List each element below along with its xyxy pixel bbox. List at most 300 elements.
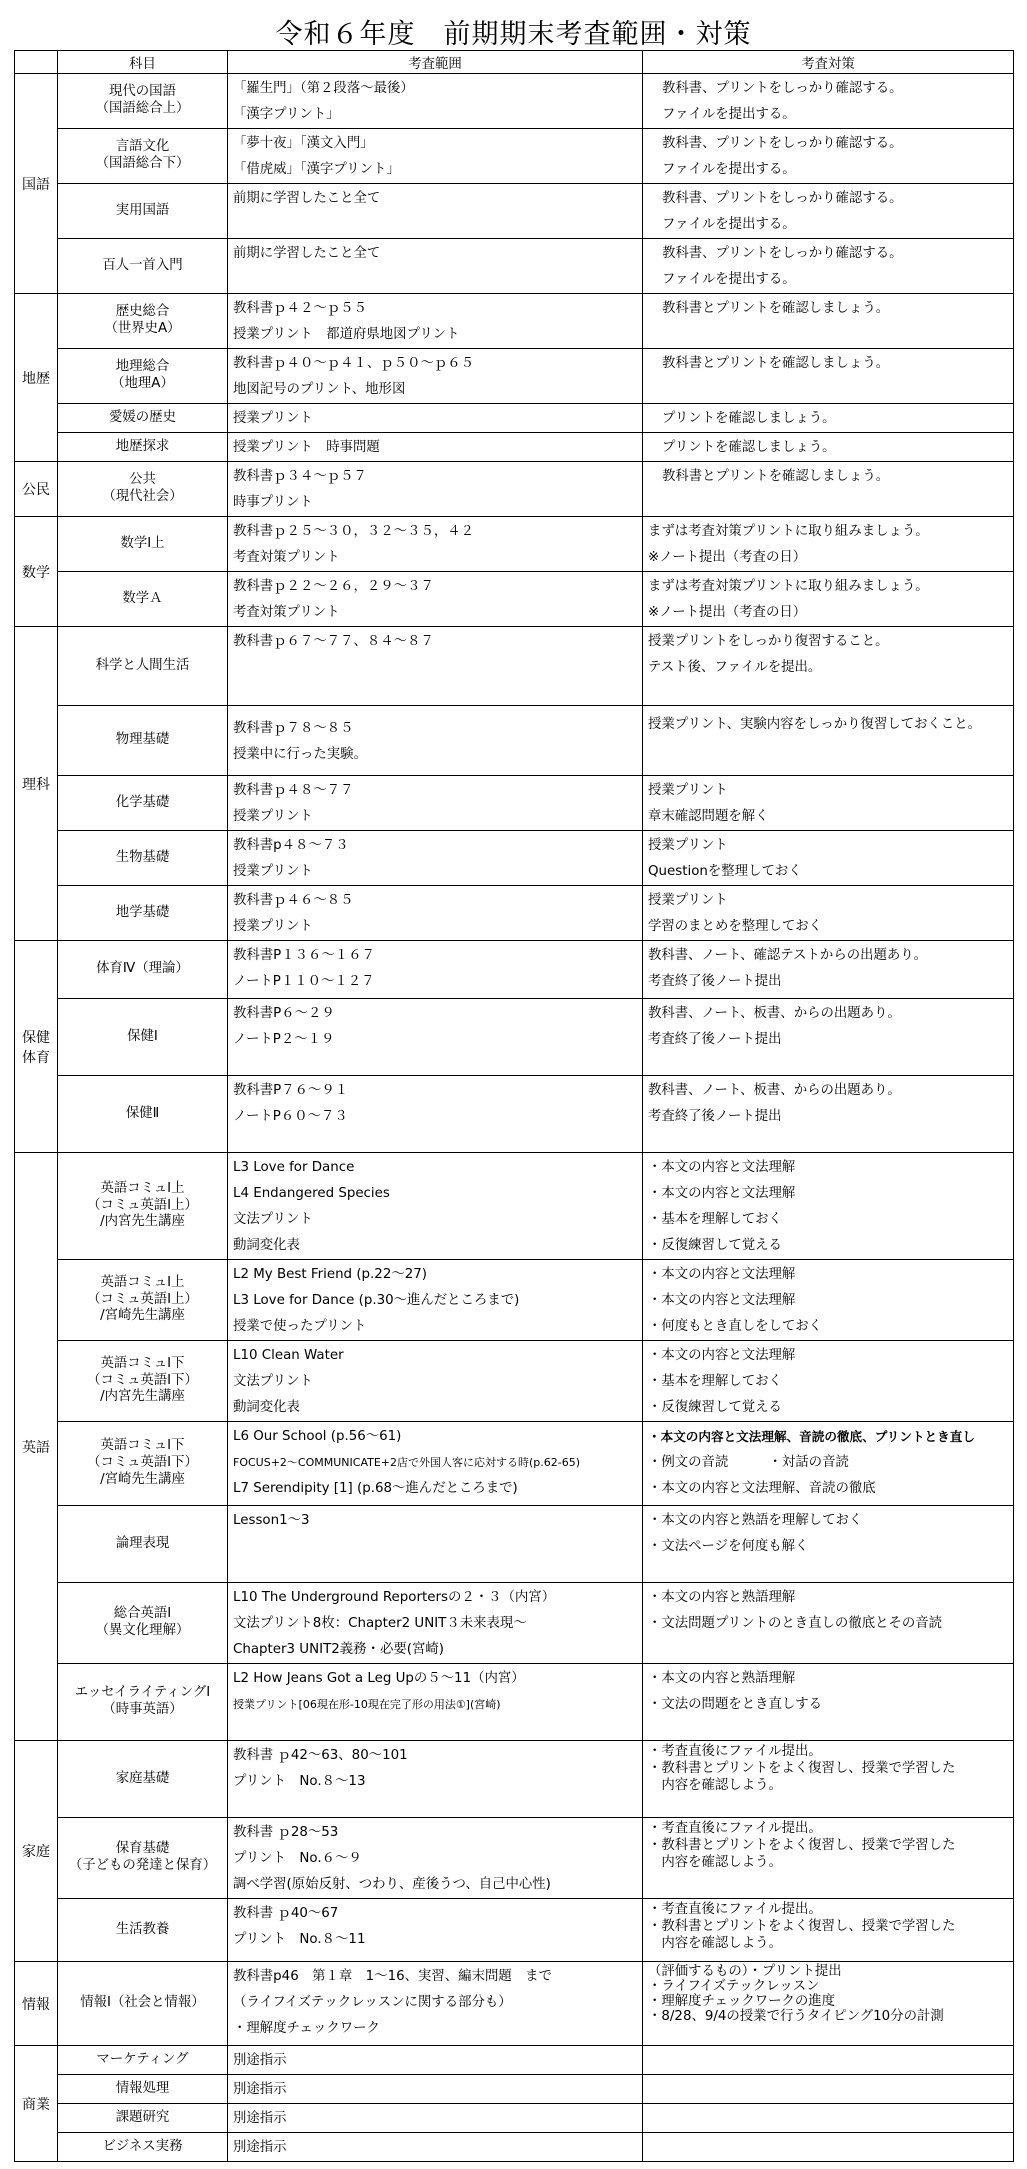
table-row bbox=[15, 294, 1014, 349]
scope-line: 教科書p４８～７３ bbox=[233, 838, 349, 853]
measure-line: ・本文の内容と熟語を理解しておく bbox=[648, 1513, 863, 1528]
scope-cell bbox=[228, 184, 643, 239]
subject-cell bbox=[58, 1422, 228, 1506]
category-label: 地歴 bbox=[22, 370, 50, 387]
scope-line: 別途指示 bbox=[233, 2082, 287, 2097]
measure-line: 授業プリントをしっかり復習すること。 bbox=[648, 634, 889, 649]
scope-line: 考査対策プリント bbox=[233, 550, 340, 565]
measure-line: ファイルを提出する。 bbox=[662, 107, 796, 122]
measure-line: 学習のまとめを整理しておく bbox=[648, 919, 823, 934]
subject-name-line: 生活教養 bbox=[115, 1921, 170, 1937]
category-cell bbox=[15, 627, 58, 941]
scope-cell bbox=[228, 999, 643, 1076]
category-cell bbox=[15, 74, 58, 294]
scope-line: 授業プリント 都道府県地図プリント bbox=[233, 327, 460, 342]
measure-line: ・反復練習して覚える bbox=[648, 1238, 782, 1253]
measures-cell bbox=[643, 74, 1014, 129]
subject-cell bbox=[58, 999, 228, 1076]
subject-cell bbox=[58, 129, 228, 184]
scope-cell bbox=[228, 572, 643, 627]
subject-cell bbox=[58, 1153, 228, 1260]
scope-cell bbox=[228, 1899, 643, 1962]
category-cell bbox=[15, 294, 58, 462]
category-cell bbox=[15, 1962, 58, 2046]
measure-line: ・基本を理解しておく bbox=[648, 1374, 782, 1389]
scope-line: 地図記号のプリント、地形図 bbox=[233, 382, 406, 397]
subject-name-line: （国語総合上） bbox=[95, 101, 190, 116]
measures-cell bbox=[643, 1583, 1014, 1664]
subject-cell bbox=[58, 462, 228, 517]
scope-line: 「漢字プリント」 bbox=[233, 107, 340, 122]
measures-cell bbox=[643, 1422, 1014, 1506]
table-row bbox=[15, 462, 1014, 517]
scope-line: 別途指示 bbox=[233, 2053, 287, 2068]
subject-name-line: （世界史A） bbox=[104, 321, 181, 336]
measure-line: ファイルを提出する。 bbox=[662, 272, 796, 287]
subject-name-line: （コミュ英語Ⅰ上） bbox=[87, 1197, 198, 1213]
scope-line: L2 How Jeans Got a Leg Upの５～11（内宮） bbox=[233, 1671, 525, 1686]
table-row bbox=[15, 941, 1014, 999]
measures-cell bbox=[643, 941, 1014, 999]
table-row bbox=[15, 776, 1014, 831]
subject-cell bbox=[58, 776, 228, 831]
measures-cell bbox=[643, 831, 1014, 886]
scope-line: （ライフイズテックレッスンに関する部分も） bbox=[233, 1995, 512, 2010]
table-row bbox=[15, 1341, 1014, 1422]
scope-line: 教科書 ｐ42～63、80～101 bbox=[233, 1748, 408, 1763]
scope-line: L3 Love for Dance bbox=[233, 1160, 355, 1175]
scope-line: FOCUS+2～COMMUNICATE+2店で外国人客に応対する時(p.62-65) bbox=[233, 1456, 581, 1469]
scope-cell bbox=[228, 1962, 643, 2046]
subject-cell bbox=[58, 627, 228, 706]
measure-line: 教科書とプリントを確認しましょう。 bbox=[662, 469, 890, 484]
measures-cell bbox=[643, 462, 1014, 517]
subject-name-line: （国語総合下） bbox=[95, 156, 190, 171]
measure-line: 教科書、プリントをしっかり確認する。 bbox=[662, 136, 903, 151]
scope-cell bbox=[228, 886, 643, 941]
measure-line: プリントを確認しましょう。 bbox=[662, 440, 836, 455]
measures-cell bbox=[643, 433, 1014, 462]
measure-line: Questionを整理しておく bbox=[648, 864, 802, 879]
subject-cell bbox=[58, 572, 228, 627]
measure-line: 教科書、ノート、確認テストからの出題あり。 bbox=[648, 948, 928, 963]
subject-name-line: 保育基礎 bbox=[115, 1841, 170, 1857]
measures-cell bbox=[643, 2133, 1014, 2162]
subject-name-line: ビジネス実務 bbox=[102, 2138, 183, 2154]
subject-name-line: /内宮先生講座 bbox=[100, 1214, 185, 1230]
measures-cell bbox=[643, 184, 1014, 239]
category-label: 国語 bbox=[22, 176, 50, 193]
scope-line bbox=[233, 708, 637, 716]
subject-name-line: 歴史総合 bbox=[115, 304, 170, 320]
subject-cell bbox=[58, 294, 228, 349]
subject-name-line: 生物基礎 bbox=[115, 849, 170, 865]
measure-line: プリントを確認しましょう。 bbox=[662, 411, 836, 426]
scope-line: プリント No.８～13 bbox=[233, 1774, 366, 1789]
measure-line: 教科書、プリントをしっかり確認する。 bbox=[662, 246, 903, 261]
subject-cell bbox=[58, 2104, 228, 2133]
header-row bbox=[15, 51, 1014, 74]
category-label: 商業 bbox=[22, 2096, 50, 2113]
measures-cell bbox=[643, 129, 1014, 184]
subject-name-line: 地学基礎 bbox=[115, 904, 170, 920]
measure-line: 教科書、ノート、板書、からの出題あり。 bbox=[648, 1006, 901, 1021]
scope-line: ノートP６０～７３ bbox=[233, 1109, 348, 1124]
subject-name-line: 英語コミュⅠ下 bbox=[100, 1438, 185, 1454]
scope-line: 教科書 ｐ28～53 bbox=[233, 1825, 339, 1840]
subject-cell bbox=[58, 349, 228, 404]
scope-cell bbox=[228, 1583, 643, 1664]
table-row bbox=[15, 184, 1014, 239]
subject-name-line: 課題研究 bbox=[115, 2109, 170, 2125]
scope-line: 「夢十夜」「漢文入門」 bbox=[233, 136, 374, 151]
subject-cell bbox=[58, 433, 228, 462]
table-row bbox=[15, 2104, 1014, 2133]
scope-line: 別途指示 bbox=[233, 2140, 287, 2155]
subject-name-line: 家庭基礎 bbox=[115, 1770, 170, 1786]
measure-line bbox=[648, 708, 1008, 716]
measure-line: 教科書とプリントを確認しましょう。 bbox=[662, 356, 890, 371]
subject-cell bbox=[58, 2133, 228, 2162]
measures-cell bbox=[643, 1506, 1014, 1583]
measures-cell bbox=[643, 572, 1014, 627]
category-cell bbox=[15, 1153, 58, 1741]
table-row bbox=[15, 1818, 1014, 1899]
table-row bbox=[15, 886, 1014, 941]
subject-name-line: 保健Ⅱ bbox=[125, 1105, 160, 1121]
measure-line: まずは考査対策プリントに取り組みましょう。 bbox=[648, 579, 929, 594]
category-label: 家庭 bbox=[22, 1844, 50, 1860]
subject-cell bbox=[58, 941, 228, 999]
scope-line: 教科書p46 第１章 1～16、実習、編末問題 まで bbox=[233, 1969, 552, 1984]
measure-line: 内容を確認しよう。 bbox=[648, 1855, 782, 1870]
scope-line: ノートP１１０～１２７ bbox=[233, 974, 375, 989]
scope-cell bbox=[228, 239, 643, 294]
subject-name-line: 体育Ⅳ（理論） bbox=[96, 961, 189, 977]
scope-cell bbox=[228, 462, 643, 517]
measures-cell bbox=[643, 404, 1014, 433]
subject-cell bbox=[58, 1076, 228, 1153]
measure-line: 授業プリント bbox=[648, 838, 728, 853]
scope-cell bbox=[228, 1741, 643, 1818]
scope-line: 授業プリント[06現在形-10現在完了形の用法①](宮崎) bbox=[233, 1698, 501, 1711]
subject-name-line: 公共 bbox=[129, 472, 156, 488]
subject-name-line: 数学Ⅰ上 bbox=[120, 535, 165, 551]
measure-line: 教科書とプリントを確認しましょう。 bbox=[662, 301, 890, 316]
scope-line: L4 Endangered Species bbox=[233, 1186, 390, 1201]
measure-line: 授業プリント、実験内容をしっかり復習しておくこと。 bbox=[648, 717, 982, 732]
scope-line: プリント No.８～11 bbox=[233, 1932, 366, 1947]
measure-line: ※ノート提出（考査の日） bbox=[648, 550, 807, 565]
scope-cell bbox=[228, 2075, 643, 2104]
header-measures: 考査対策 bbox=[643, 51, 1014, 74]
scope-cell bbox=[228, 1506, 643, 1583]
scope-line: L7 Serendipity [1] (p.68～進んだところまで) bbox=[233, 1481, 518, 1496]
table-row bbox=[15, 129, 1014, 184]
measure-line: 授業プリント bbox=[648, 783, 728, 798]
measure-line: まずは考査対策プリントに取り組みましょう。 bbox=[648, 524, 929, 539]
measures-cell bbox=[643, 1899, 1014, 1962]
subject-cell bbox=[58, 2046, 228, 2075]
measure-line: 考査終了後ノート提出 bbox=[648, 974, 782, 989]
measures-cell bbox=[643, 627, 1014, 706]
subject-name-line: 愛媛の歴史 bbox=[109, 409, 176, 425]
scope-cell bbox=[228, 74, 643, 129]
scope-line: 動詞変化表 bbox=[233, 1400, 300, 1415]
measure-line: 授業プリント bbox=[648, 893, 728, 908]
scope-line: 教科書ｐ２５～３０，３２～３５，４２ bbox=[233, 524, 475, 539]
measure-line: 内容を確認しよう。 bbox=[648, 1778, 782, 1793]
measure-line: ・本文の内容と文法理解 bbox=[648, 1348, 796, 1363]
measure-line: ・本文の内容と文法理解 bbox=[648, 1160, 796, 1175]
table-row bbox=[15, 404, 1014, 433]
scope-cell bbox=[228, 627, 643, 706]
scope-line: 教科書ｐ６７～７７、８４～８７ bbox=[233, 634, 434, 649]
scope-line: 文法プリント bbox=[233, 1212, 313, 1227]
table-row bbox=[15, 1664, 1014, 1741]
subject-name-line: 論理表現 bbox=[115, 1535, 170, 1551]
table-row bbox=[15, 831, 1014, 886]
scope-line: 調べ学習(原始反射、つわり、産後うつ、自己中心性) bbox=[233, 1877, 551, 1892]
scope-line: 教科書ｐ４２～ｐ５５ bbox=[233, 301, 367, 316]
subject-name-line: 言語文化 bbox=[115, 139, 170, 155]
category-label: 公民 bbox=[22, 482, 50, 498]
scope-line: 前期に学習したこと全て bbox=[233, 191, 381, 206]
measure-line: ・教科書とプリントをよく復習し、授業で学習した bbox=[648, 1838, 956, 1853]
table-row bbox=[15, 1741, 1014, 1818]
table-row bbox=[15, 572, 1014, 627]
table-row bbox=[15, 1076, 1014, 1153]
subject-cell bbox=[58, 1818, 228, 1899]
category-cell bbox=[15, 1741, 58, 1962]
measure-line: ・本文の内容と文法理解、音読の徹底 bbox=[648, 1481, 876, 1496]
table-row bbox=[15, 433, 1014, 462]
scope-cell bbox=[228, 517, 643, 572]
table-row bbox=[15, 999, 1014, 1076]
scope-line: 授業中に行った実験。 bbox=[233, 747, 367, 762]
measures-cell bbox=[643, 349, 1014, 404]
scope-line: 考査対策プリント bbox=[233, 605, 340, 620]
scope-cell bbox=[228, 1260, 643, 1341]
measure-line: テスト後、ファイルを提出。 bbox=[648, 660, 822, 675]
measures-cell bbox=[643, 2075, 1014, 2104]
subject-cell bbox=[58, 1962, 228, 2046]
measures-cell bbox=[643, 517, 1014, 572]
measure-line: ファイルを提出する。 bbox=[662, 162, 796, 177]
scope-line: ノートP２～１９ bbox=[233, 1032, 335, 1047]
subject-name-line: 地歴探求 bbox=[115, 438, 170, 454]
table-row bbox=[15, 1583, 1014, 1664]
subject-cell bbox=[58, 1899, 228, 1962]
measure-line: ・理解度チェックワークの進度 bbox=[648, 1994, 836, 2009]
table-row bbox=[15, 1506, 1014, 1583]
measure-line: ・本文の内容と文法理解、音読の徹底、プリントとき直し bbox=[648, 1429, 975, 1444]
measure-line: ・考査直後にファイル提出。 bbox=[648, 1821, 822, 1836]
scope-line: 授業プリント bbox=[233, 809, 313, 824]
scope-line: ・理解度チェックワーク bbox=[233, 2021, 380, 2036]
measures-cell bbox=[643, 294, 1014, 349]
scope-cell bbox=[228, 294, 643, 349]
measure-line: ・基本を理解しておく bbox=[648, 1212, 782, 1227]
subject-name-line: （コミュ英語Ⅰ上） bbox=[87, 1291, 198, 1307]
measure-line: ・ライフイズテックレッスン bbox=[648, 1979, 820, 1994]
table-row bbox=[15, 1260, 1014, 1341]
scope-line: 教科書P１３６～１６７ bbox=[233, 948, 375, 963]
measure-line: ・本文の内容と熟語理解 bbox=[648, 1590, 796, 1605]
measures-cell bbox=[643, 886, 1014, 941]
measures-cell bbox=[643, 999, 1014, 1076]
scope-line: Lesson1～3 bbox=[233, 1513, 310, 1528]
subject-name-line: 物理基礎 bbox=[115, 732, 170, 748]
subject-name-line: マーケティング bbox=[96, 2051, 189, 2067]
subject-name-line: /宮崎先生講座 bbox=[100, 1308, 185, 1324]
subject-name-line: エッセイライティングⅠ bbox=[74, 1685, 211, 1701]
scope-cell bbox=[228, 404, 643, 433]
scope-cell bbox=[228, 1818, 643, 1899]
header-category bbox=[15, 51, 58, 74]
category-cell bbox=[15, 517, 58, 627]
scope-line: 授業プリント bbox=[233, 411, 313, 426]
scope-line: 授業プリント bbox=[233, 864, 313, 879]
subject-name-line: 百人一首入門 bbox=[102, 257, 183, 273]
table-row bbox=[15, 2075, 1014, 2104]
measures-cell bbox=[643, 1962, 1014, 2046]
scope-cell bbox=[228, 1422, 643, 1506]
subject-cell bbox=[58, 1741, 228, 1818]
scope-cell bbox=[228, 1076, 643, 1153]
measures-cell bbox=[643, 776, 1014, 831]
subject-name-line: 保健Ⅰ bbox=[127, 1028, 158, 1044]
scope-line: 時事プリント bbox=[233, 495, 313, 510]
measure-line: ・教科書とプリントをよく復習し、授業で学習した bbox=[648, 1919, 956, 1934]
measures-cell bbox=[643, 239, 1014, 294]
subject-name-line: /内宮先生講座 bbox=[100, 1389, 185, 1405]
scope-cell bbox=[228, 706, 643, 776]
scope-line: 教科書ｐ２２～２６，２９～３７ bbox=[233, 579, 434, 594]
measure-line: 考査終了後ノート提出 bbox=[648, 1109, 782, 1124]
table-row bbox=[15, 1899, 1014, 1962]
category-label: 理科 bbox=[22, 776, 50, 793]
measure-line: ・本文の内容と熟語理解 bbox=[648, 1671, 796, 1686]
scope-cell bbox=[228, 1153, 643, 1260]
measure-line: 教科書、ノート、板書、からの出題あり。 bbox=[648, 1083, 901, 1098]
measures-cell bbox=[643, 1741, 1014, 1818]
header-subject: 科目 bbox=[58, 51, 228, 74]
measures-cell bbox=[643, 706, 1014, 776]
category-label: 保健 体育 bbox=[22, 1029, 50, 1066]
measure-line: ・反復練習して覚える bbox=[648, 1400, 782, 1415]
scope-cell bbox=[228, 2046, 643, 2075]
subject-name-line: 科学と人間生活 bbox=[95, 657, 190, 673]
subject-cell bbox=[58, 831, 228, 886]
subject-cell bbox=[58, 886, 228, 941]
scope-line: L6 Our School (p.56～61) bbox=[233, 1429, 402, 1444]
category-label: 情報 bbox=[22, 1996, 50, 2013]
table-body bbox=[15, 74, 1014, 2162]
subject-name-line: 実用国語 bbox=[115, 202, 170, 218]
scope-line: 文法プリント bbox=[233, 1374, 313, 1389]
table-row bbox=[15, 627, 1014, 706]
scope-cell bbox=[228, 433, 643, 462]
subject-name-line: （子どもの発達と保育） bbox=[68, 1858, 217, 1873]
category-label: 英語 bbox=[22, 1439, 50, 1456]
scope-line: 授業プリント 時事問題 bbox=[233, 440, 380, 455]
subject-name-line: （コミュ英語Ⅰ下） bbox=[87, 1455, 198, 1471]
measure-line: ・本文の内容と文法理解 bbox=[648, 1293, 796, 1308]
scope-cell bbox=[228, 776, 643, 831]
scope-line: 教科書ｐ３４～ｐ５７ bbox=[233, 469, 367, 484]
subject-name-line: 情報Ⅰ（社会と情報） bbox=[80, 1995, 205, 2011]
measure-line: 考査終了後ノート提出 bbox=[648, 1032, 782, 1047]
subject-name-line: 地理総合 bbox=[115, 359, 170, 375]
subject-cell bbox=[58, 706, 228, 776]
measure-line: ・文法ページを何度も解く bbox=[648, 1539, 809, 1554]
page-title: 令和６年度 前期期末考査範囲・対策 bbox=[275, 19, 752, 50]
scope-cell bbox=[228, 2104, 643, 2133]
scope-line: 教科書ｐ４０～ｐ４１、ｐ５０～ｐ６５ bbox=[233, 356, 475, 371]
scope-line: 授業で使ったプリント bbox=[233, 1319, 367, 1334]
subject-cell bbox=[58, 1664, 228, 1741]
subject-cell bbox=[58, 1506, 228, 1583]
measures-cell bbox=[643, 1260, 1014, 1341]
scope-line: 教科書 ｐ40～67 bbox=[233, 1906, 339, 1921]
subject-name-line: 化学基礎 bbox=[115, 794, 170, 810]
table-row bbox=[15, 706, 1014, 776]
measures-cell bbox=[643, 1341, 1014, 1422]
scope-line: 教科書ｐ４８～７７ bbox=[233, 783, 354, 798]
subject-name-line: （現代社会） bbox=[102, 489, 183, 504]
header-scope: 考査範囲 bbox=[228, 51, 643, 74]
subject-cell bbox=[58, 2075, 228, 2104]
measures-cell bbox=[643, 1153, 1014, 1260]
measure-line: ・何度もとき直しをしておく bbox=[648, 1319, 823, 1334]
table-row bbox=[15, 2046, 1014, 2075]
table-row bbox=[15, 1962, 1014, 2046]
scope-line: 教科書P７６～９１ bbox=[233, 1083, 349, 1098]
scope-line: L10 The Underground Reportersの２・３（内宮） bbox=[233, 1590, 556, 1605]
measures-cell bbox=[643, 2104, 1014, 2133]
scope-line: L2 My Best Friend (p.22～27) bbox=[233, 1267, 427, 1282]
scope-line: 文法プリント8枚：Chapter2 UNIT３未来表現～ bbox=[233, 1616, 527, 1631]
measure-line: ・8/28、9/4の授業で行うタイピング10分の計測 bbox=[648, 2009, 944, 2024]
measures-cell bbox=[643, 1664, 1014, 1741]
scope-line: 教科書ｐ７８～８５ bbox=[233, 721, 354, 736]
category-cell bbox=[15, 2046, 58, 2162]
scope-cell bbox=[228, 129, 643, 184]
category-cell bbox=[15, 462, 58, 517]
subject-name-line: /宮崎先生講座 bbox=[100, 1471, 185, 1487]
subject-name-line: 英語コミュⅠ上 bbox=[100, 1274, 185, 1290]
table-row bbox=[15, 1153, 1014, 1260]
scope-line: Chapter3 UNIT2義務・必要(宮崎) bbox=[233, 1642, 444, 1657]
subject-name-line: 数学Ａ bbox=[122, 590, 163, 606]
table-row bbox=[15, 349, 1014, 404]
table-row bbox=[15, 1422, 1014, 1506]
subject-name-line: 英語コミュⅠ上 bbox=[100, 1180, 185, 1196]
measure-line: ・本文の内容と文法理解 bbox=[648, 1186, 796, 1201]
scope-cell bbox=[228, 349, 643, 404]
scope-line: 「借虎威」「漢字プリント」 bbox=[233, 162, 400, 177]
measure-line: ・考査直後にファイル提出。 bbox=[648, 1902, 822, 1917]
subject-cell bbox=[58, 1341, 228, 1422]
measure-line: ・文法の問題をとき直しする bbox=[648, 1697, 823, 1712]
subject-name-line: 英語コミュⅠ下 bbox=[100, 1355, 185, 1371]
scope-line: 教科書ｐ４６～８５ bbox=[233, 893, 354, 908]
scope-line: L10 Clean Water bbox=[233, 1348, 344, 1363]
scope-line: 授業プリント bbox=[233, 919, 313, 934]
table-row bbox=[15, 239, 1014, 294]
scope-cell bbox=[228, 1341, 643, 1422]
